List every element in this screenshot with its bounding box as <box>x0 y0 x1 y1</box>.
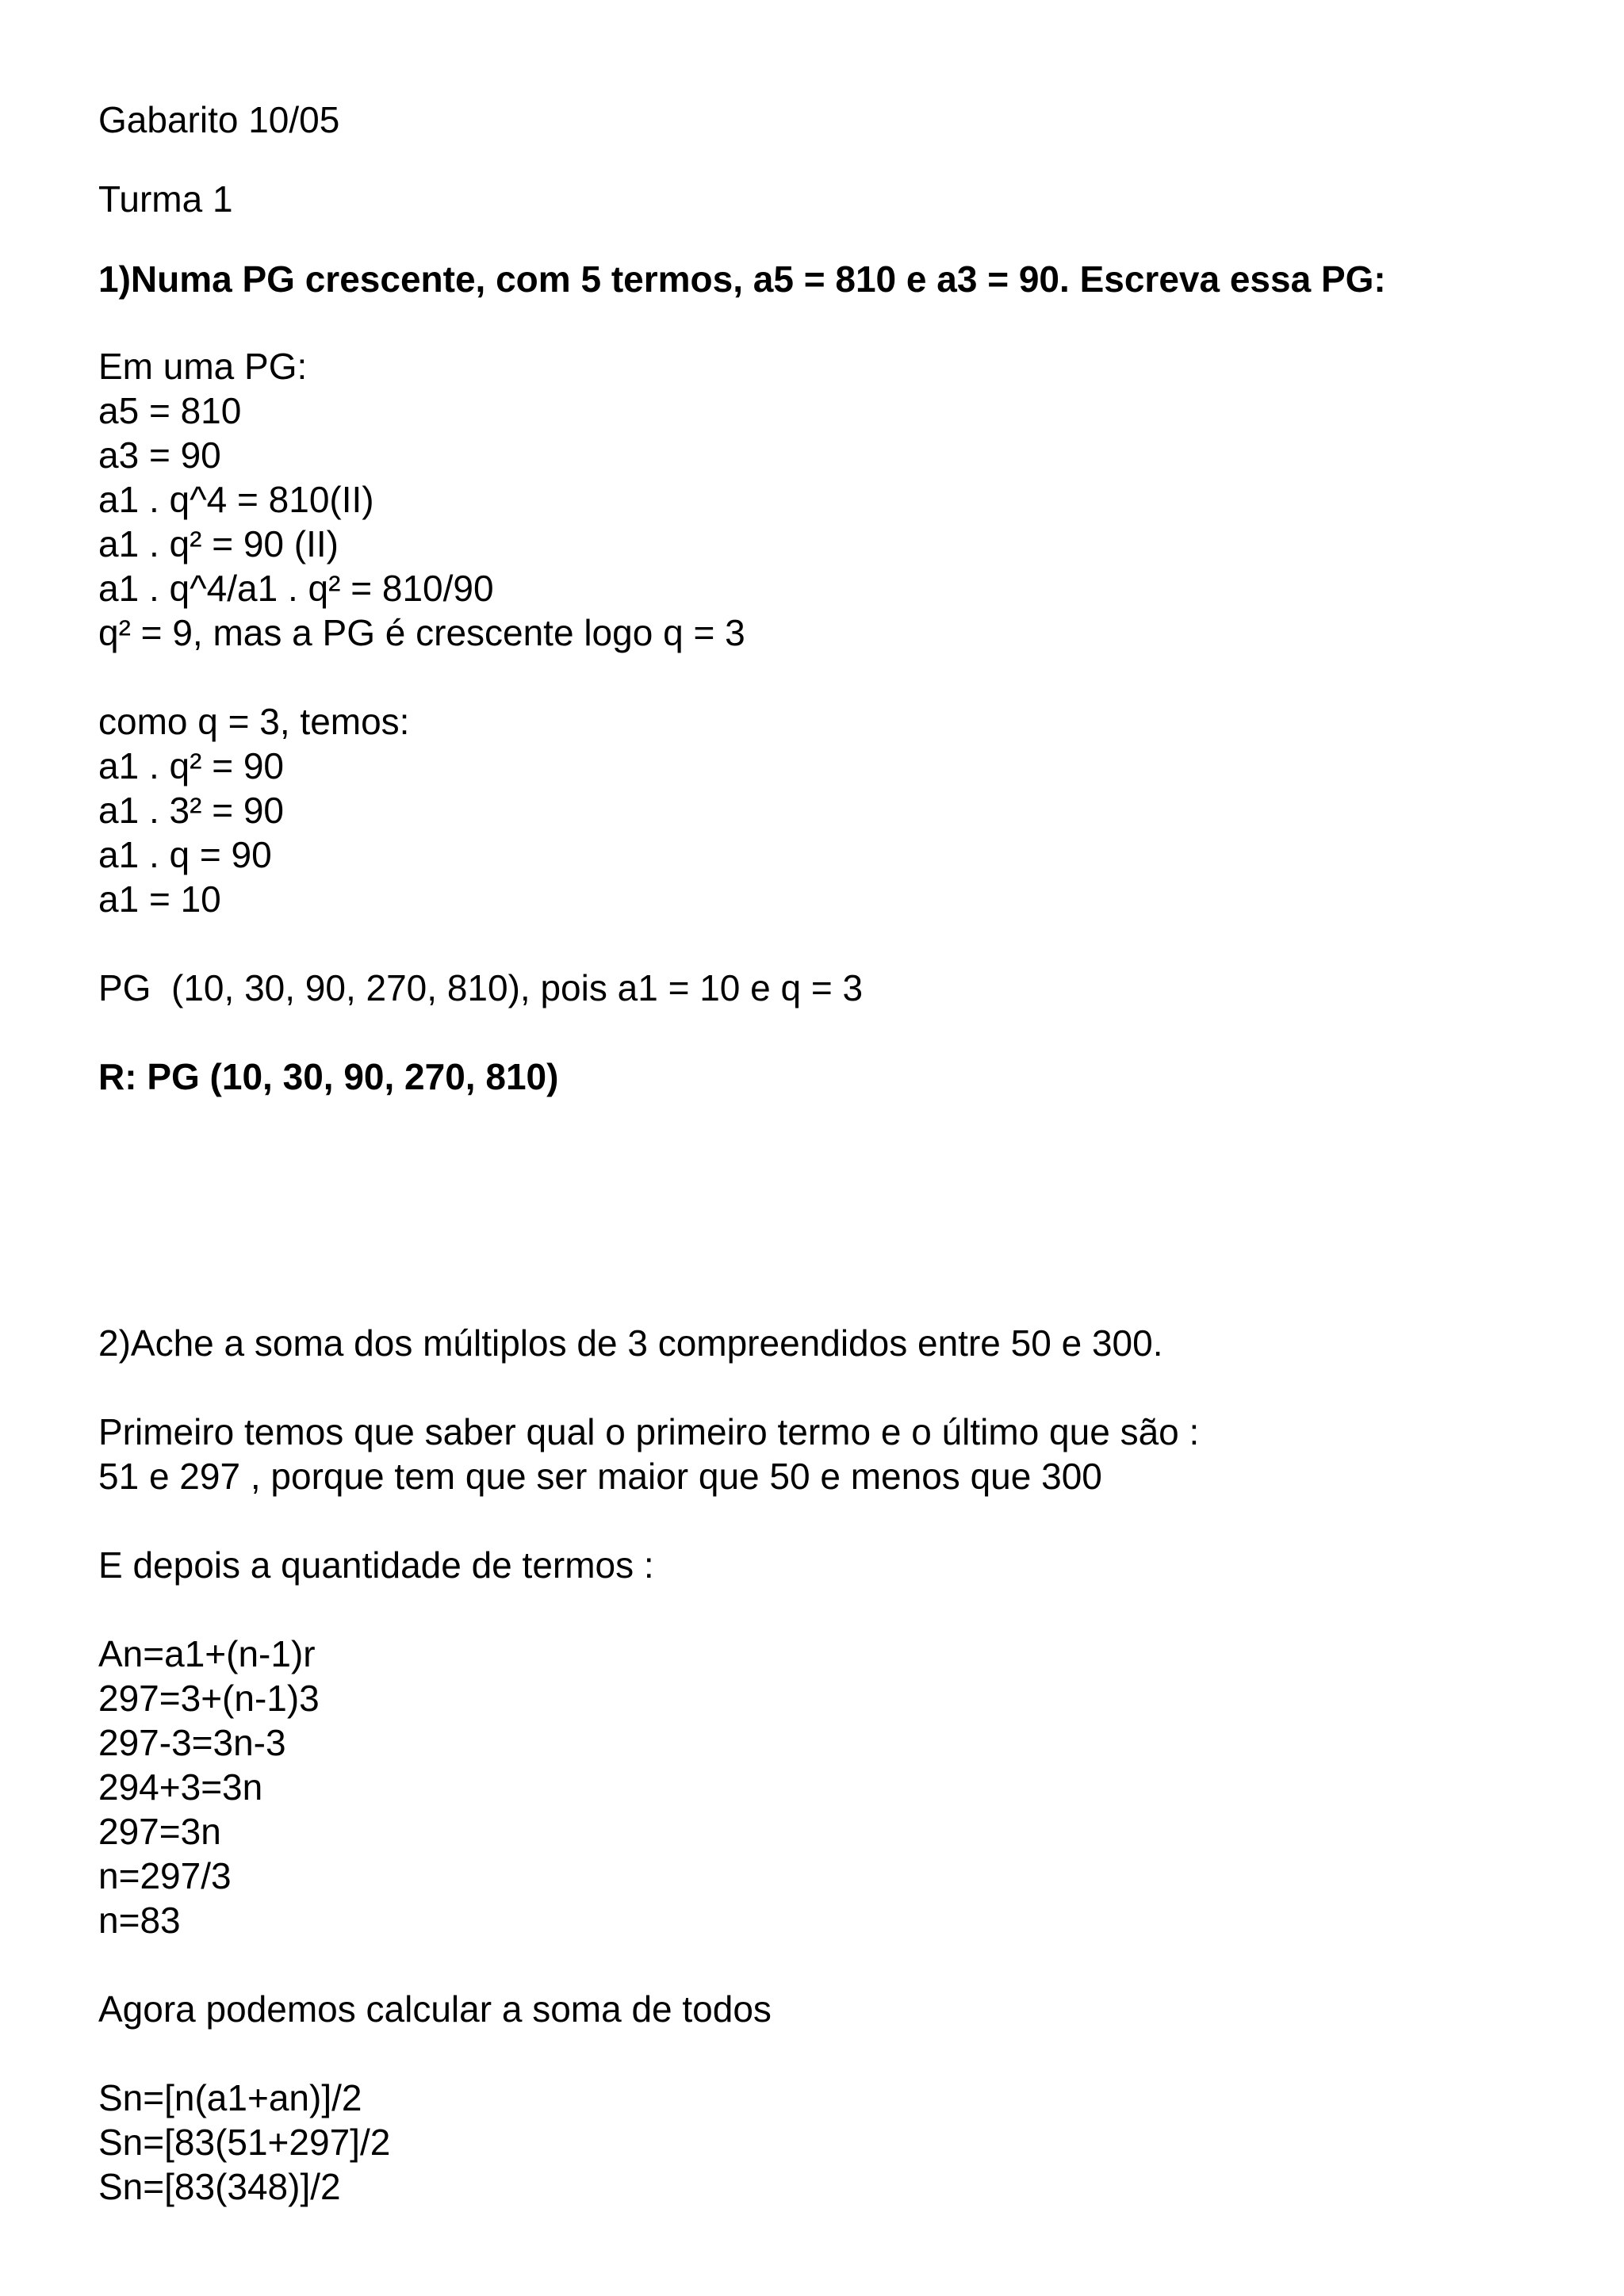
q2-count-step: 297=3n <box>98 1811 221 1852</box>
q1-step: a1 . q = 90 <box>98 834 272 875</box>
q1-step: a5 = 810 <box>98 390 242 431</box>
q2-count-step: An=a1+(n-1)r <box>98 1633 316 1674</box>
q1-answer: R: PG (10, 30, 90, 270, 810) <box>98 1056 559 1097</box>
q2-count-intro: E depois a quantidade de termos : <box>98 1544 654 1586</box>
q2-intro: Primeiro temos que saber qual o primeiro termo e o último que são : <box>98 1411 1200 1452</box>
q1-step: a1 . 3² = 90 <box>98 790 284 831</box>
q1-step: a1 . q² = 90 (II) <box>98 523 339 564</box>
q1-step: a1 = 10 <box>98 878 221 920</box>
q2-count-step: n=297/3 <box>98 1855 232 1896</box>
class-label: Turma 1 <box>98 178 233 220</box>
question-1: 1)Numa PG crescente, com 5 termos, a5 = 810 e a3 = 90. Escreva essa PG: <box>98 258 1386 300</box>
q1-step: Em uma PG: <box>98 346 308 387</box>
q1-step: q² = 9, mas a PG é crescente logo q = 3 <box>98 612 745 653</box>
q2-intro: 51 e 297 , porque tem que ser maior que 50 e menos que 300 <box>98 1456 1102 1497</box>
q2-sum-step: Sn=[83(348)]/2 <box>98 2166 341 2207</box>
q1-step: a1 . q² = 90 <box>98 745 284 786</box>
q1-conclusion: PG (10, 30, 90, 270, 810), pois a1 = 10 e q = 3 <box>98 967 864 1008</box>
q2-sum-intro: Agora podemos calcular a soma de todos <box>98 1988 772 2030</box>
q2-sum-step: Sn=[83(51+297]/2 <box>98 2122 391 2163</box>
q2-count-step: n=83 <box>98 1900 181 1941</box>
q1-step: a1 . q^4 = 810(II) <box>98 479 374 520</box>
q2-sum-step: Sn=[n(a1+an)]/2 <box>98 2077 362 2118</box>
document-title: Gabarito 10/05 <box>98 99 340 140</box>
question-2: 2)Ache a soma dos múltiplos de 3 compreendidos entre 50 e 300. <box>98 1322 1163 1364</box>
q1-step: a1 . q^4/a1 . q² = 810/90 <box>98 568 494 609</box>
q2-count-step: 294+3=3n <box>98 1766 263 1808</box>
q1-step: como q = 3, temos: <box>98 701 410 742</box>
q1-step: a3 = 90 <box>98 434 221 476</box>
q2-count-step: 297-3=3n-3 <box>98 1722 286 1763</box>
q2-count-step: 297=3+(n-1)3 <box>98 1678 320 1719</box>
